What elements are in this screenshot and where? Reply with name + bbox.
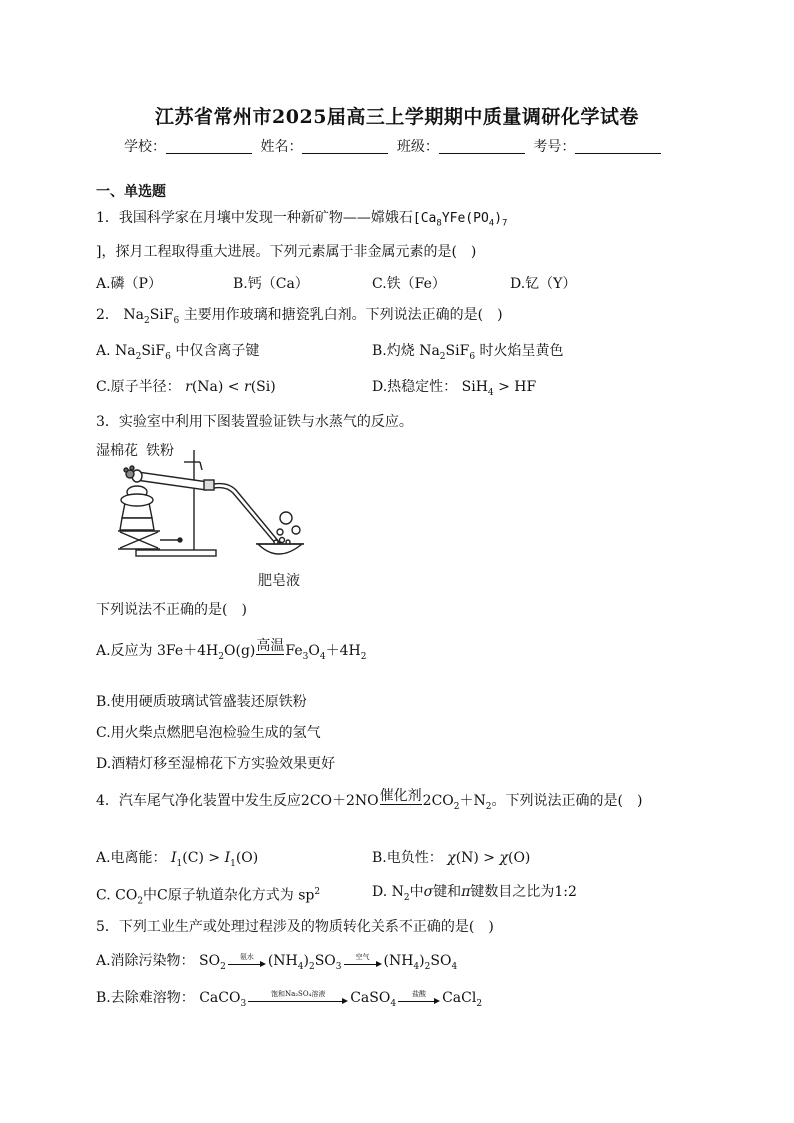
arrow-ammonia: 氨水 bbox=[228, 953, 266, 969]
q3-stem: 3．实验室中利用下图装置验证铁与水蒸气的反应。 bbox=[96, 414, 413, 430]
reaction-condition-high-temp: 高温 bbox=[256, 638, 285, 654]
q3-option-b[interactable]: B.使用硬质玻璃试管盛装还原铁粉 bbox=[96, 694, 307, 710]
q4-stem: 4．汽车尾气净化装置中发生反应2CO＋2NO 催化剂 $2CO_2+N_2$。下列说法正确的是( ) bbox=[96, 788, 642, 817]
q5-option-a[interactable]: A.消除污染物： $SO_2$ 氨水 $(NH_4)_2SO_3$ 空气 $(NH_4)_2SO_4$ bbox=[96, 953, 458, 972]
q2-option-c[interactable]: C.原子半径： r(Na) < r(Si) bbox=[96, 379, 276, 395]
q1-stem-line2: ]，探月工程取得重大进展。下列元素属于非金属元素的是( ) bbox=[96, 244, 477, 260]
q4-option-c[interactable]: C. $CO_2$中C原子轨道杂化方式为 $sp^2$ bbox=[96, 887, 321, 907]
q1-option-b[interactable]: B.钙（Ca） bbox=[233, 276, 309, 292]
school-blank[interactable] bbox=[166, 139, 252, 154]
q3-option-a[interactable]: A.反应为 $3Fe+4H_2O(g)$ 高温 $Fe_3O_4+4H_2$ bbox=[96, 638, 366, 667]
page-title: 江苏省常州市2025届高三上学期期中质量调研化学试卷 bbox=[155, 106, 639, 128]
fig-label-soap: 肥皂液 bbox=[258, 573, 300, 589]
class-label: 班级： bbox=[396, 139, 439, 155]
q5-stem: 5．下列工业生产或处理过程涉及的物质转化关系不正确的是( ) bbox=[96, 919, 494, 935]
name-label: 姓名： bbox=[260, 139, 303, 155]
arrow-hcl: 盐酸 bbox=[398, 990, 440, 1006]
q1-option-d[interactable]: D.钇（Y） bbox=[510, 276, 577, 292]
q5-option-b[interactable]: B.去除难溶物： CaCO$_3$ 饱和Na₂SO₄溶液 CaSO$_4$ 盐酸 CaCl$_2$ bbox=[96, 990, 483, 1009]
q4-option-b[interactable]: B.电负性： χ(N) > χ(O) bbox=[372, 850, 531, 866]
school-label: 学校： bbox=[124, 139, 166, 155]
q2-option-b[interactable]: B.灼烧 $Na_2SiF_6$ 时火焰呈黄色 bbox=[372, 343, 564, 362]
q4-option-a[interactable]: A.电离能： $I_1(C) > I_1(O)$ bbox=[96, 850, 259, 869]
name-blank[interactable] bbox=[302, 139, 388, 154]
apparatus-figure bbox=[96, 440, 336, 590]
q1-option-c[interactable]: C.铁（Fe） bbox=[372, 276, 446, 292]
fig-label-cotton: 湿棉花 bbox=[96, 443, 138, 459]
arrow-air: 空气 bbox=[344, 953, 382, 969]
q1-option-a[interactable]: A.磷（P） bbox=[96, 276, 162, 292]
number-label: 考号： bbox=[533, 139, 576, 155]
fig-label-iron: 铁粉 bbox=[146, 443, 174, 459]
q2-stem: 2． $Na_2SiF_6$ 主要用作玻璃和搪瓷乳白剂。下列说法正确的是( ) bbox=[96, 307, 503, 326]
reaction-condition-catalyst: 催化剂 bbox=[379, 788, 422, 804]
arrow-sat-na2so4: 饱和Na₂SO₄溶液 bbox=[248, 990, 348, 1006]
q1-stem-text: 1．我国科学家在月壤中发现一种新矿物——嫦娥石 bbox=[96, 210, 413, 226]
q2-option-a[interactable]: A. $Na_2SiF_6$ 中仅含离子键 bbox=[96, 343, 260, 362]
apparatus-drawing bbox=[96, 440, 336, 570]
q3-option-c[interactable]: C.用火柴点燃肥皂泡检验生成的氢气 bbox=[96, 725, 321, 741]
student-info-row bbox=[124, 136, 665, 156]
q1-formula: [$Ca_8YFe(PO_4)_7$ bbox=[412, 211, 508, 229]
q1-stem-line1 bbox=[96, 208, 507, 234]
number-blank[interactable] bbox=[575, 139, 661, 154]
class-blank[interactable] bbox=[439, 139, 525, 154]
q3-option-d[interactable]: D.酒精灯移至湿棉花下方实验效果更好 bbox=[96, 756, 336, 772]
q3-question: 下列说法不正确的是( ) bbox=[96, 602, 247, 618]
q4-option-d[interactable]: D. $N_2$中σ键和π键数目之比为1:2 bbox=[372, 884, 577, 903]
section-heading: 一、单选题 bbox=[96, 184, 166, 200]
q2-option-d[interactable]: D.热稳定性： SiH$_4$ > HF bbox=[372, 379, 537, 398]
